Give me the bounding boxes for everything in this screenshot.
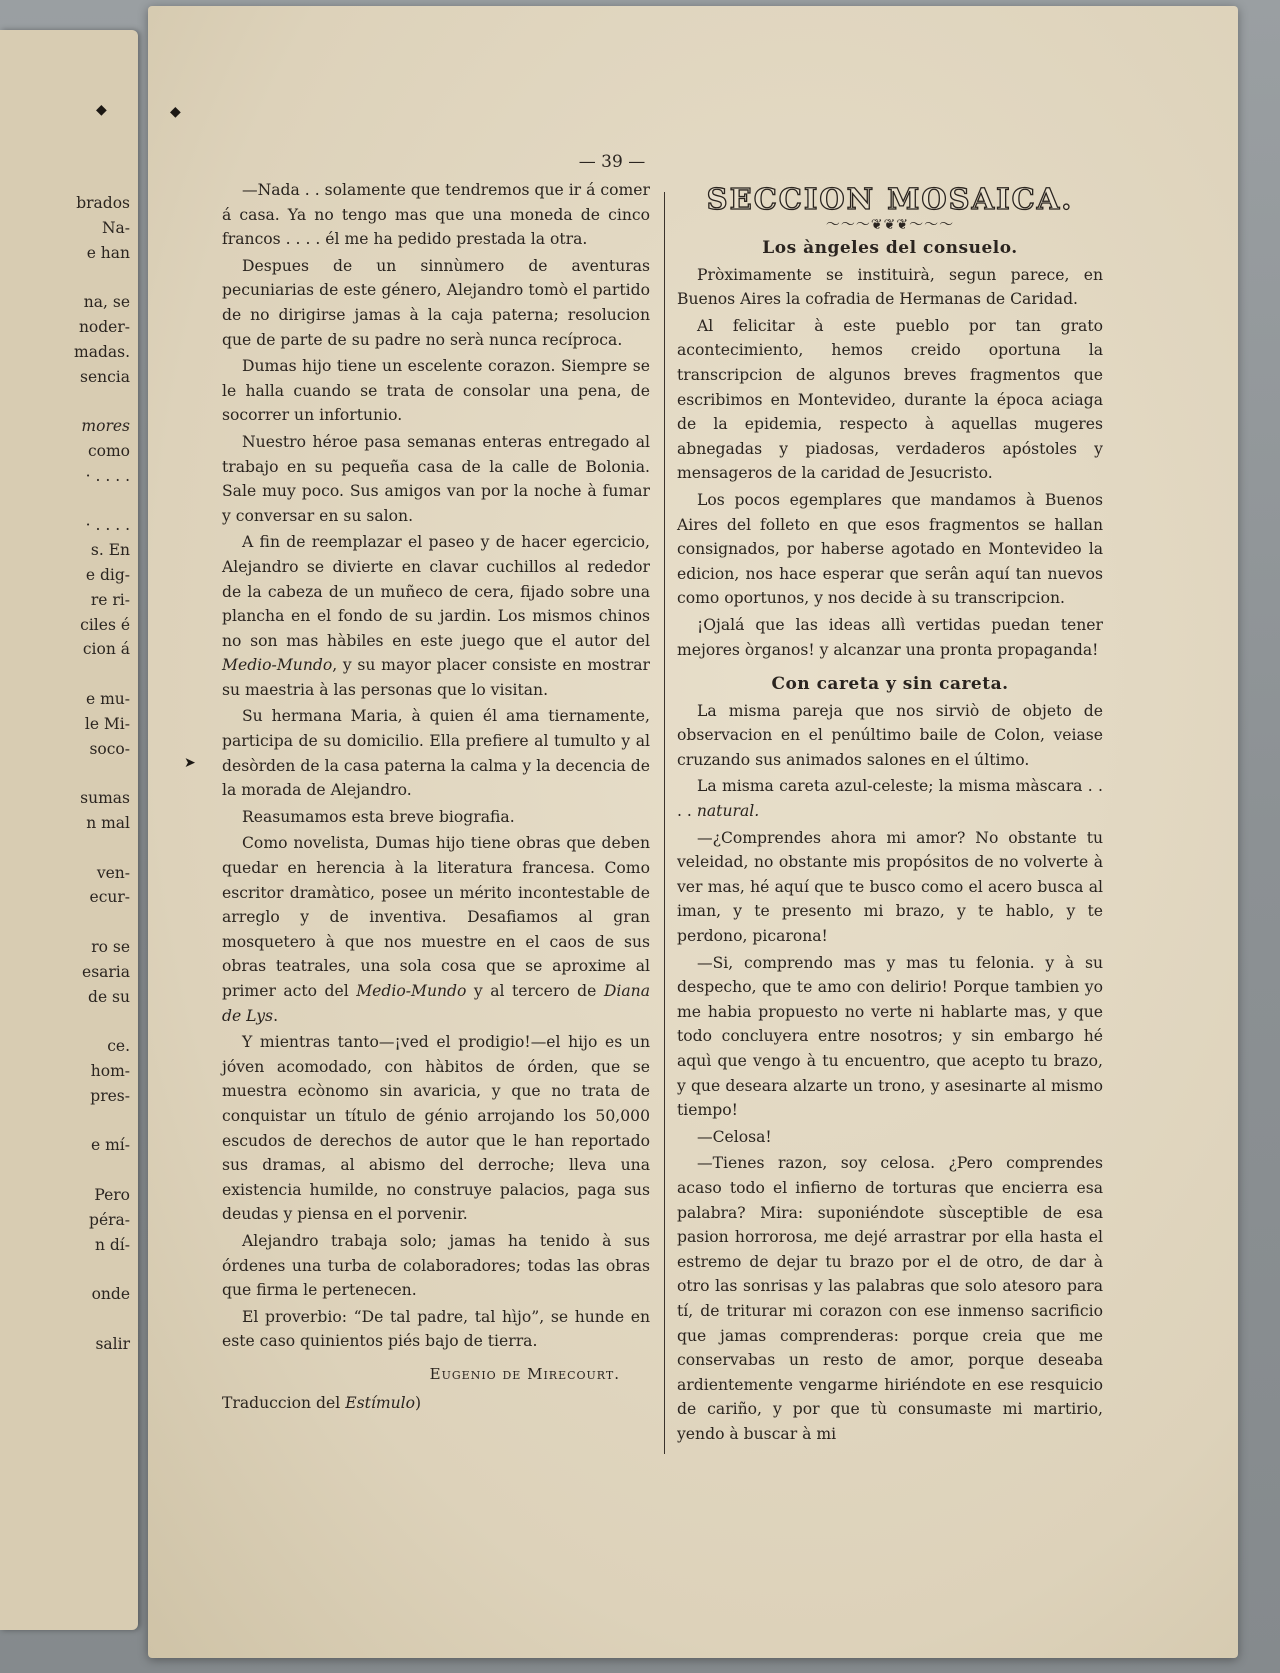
left-page-text-fragment: e mu- [85,690,130,708]
left-page-text-fragment: e han [86,243,130,262]
paragraph: ¡Ojalá que las ideas allì vertidas puedan tener mejores òrganos! y alcanzar una pronta propaganda! [677,615,1103,659]
text-run: , y su mayor placer consiste en mostrar su maestria à las personas que lo visitan. [222,656,650,699]
paragraph: Despues de un sinnùmero de aventuras pecuniarias de este género, Alejandro tomò el partido de no dirigirse jamas à la caja paterna; resolucion que de parte de su padre no serà nunca recíproca. [222,256,650,349]
paragraph: —Si, comprendo mas y mas tu felonia. y à su despecho, que te amo con delirio! Porque tambien yo me habia propuesto no verte ni hablarte mas, y que todo concluyera entre nosotros; y sin embargo hé aquì que vengo à tu encuentro, que acepto tu brazo, y que deseara alzarte un trono, y asesinarte al mismo tiempo! [677,953,1103,1120]
page-number: — 39 — [578,152,646,172]
left-page-text-fragment: n dí- [94,1235,130,1254]
left-page-text-fragment: péra- [89,1210,130,1229]
ornament-divider: 〜〜〜❦❦❦〜〜〜 [825,217,955,233]
ink-mark: ◆ [170,104,181,120]
left-column [222,178,650,1415]
paragraph: Dumas hijo tiene un escelente corazon. Siempre se le halla cuando se trata de consolar una pena, de socorrer un infortunio. [222,357,650,425]
paragraph: El proverbio: “De tal padre, tal hìjo”, se hunde en este caso quinientos piés bajo de tierra. [222,1307,650,1351]
left-page-text-fragment: sumas [80,789,130,808]
left-page-text-fragment: ce. [107,1037,130,1056]
paragraph: Al felicitar à este pueblo por tan grato acontecimiento, hemos creido oportuna la transcripcion de algunos breves fragmentos que escribimos en Montevideo, durante la época aciaga de la epidemia, respecto à aquellas mugeres abnegadas y piadosas, verdaderos apóstoles y mensageros de la caridad de Jesucristo. [677,316,1103,483]
left-page-text-fragment: mores [81,417,130,436]
text-run: Como novelista, Dumas hijo tiene obras que deben quedar en herencia à la literatura francesa. Como escritor dramàtico, posee un mérito incontestable de arreglo y de inventiva. Desafiamos al gran mosquetero à que nos muestre en el caos de sus obras teatrales, una sola cosa que se aproxime al primer acto del [222,834,650,1000]
left-page-text-fragment: ecur- [89,888,130,907]
author-signature: Eugenio de Mirecourt. [429,1364,620,1383]
left-page-text-fragment: e mí- [91,1136,130,1155]
article-heading: Con careta y sin careta. [771,674,1009,695]
left-page-text-fragment: · . . . . [85,516,130,535]
left-page-text-fragment: ven- [96,863,130,882]
left-page-text-fragment: Pero [94,1186,130,1204]
text-run: y al tercero de [466,982,604,1000]
left-page-text-fragment: noder- [78,318,130,336]
left-page-text-fragment: le Mi- [84,714,130,733]
paragraph [677,774,1103,823]
text-run: Traduccion del [222,1393,346,1412]
paragraph: Alejandro trabaja solo; jamas ha tenido à sus órdenes una turba de colaboradores; todas las obras que firma le pertenecen. [222,1231,650,1300]
italic-title: Medio-Mundo [356,982,467,1000]
left-page-text-fragment: na, se [83,293,130,312]
text-run: A fin de reemplazar el paseo y de hacer egercicio, Alejandro se divierte en clavar cuchillos al rededor de la cabeza de un muñeco de cera, fijado sobre una plancha en el fondo de su jardin. Los mismos chinos no son mas hàbiles en este juego que el autor del [222,533,650,650]
paragraph: Los pocos egemplares que mandamos à Buenos Aires del folleto en que esos fragmentos se hallan consignados, por haberse agotado en Montevideo la edicion, nos hace esperar que serân aquí tan nuevos como oportunos, y nos decide à su transcripcion. [677,490,1103,608]
text-run: La misma careta azul-celeste; la misma màscara . . . . [677,777,1103,821]
text-run: ) [415,1393,422,1412]
left-page-text-fragment: · . . . . [85,466,130,485]
left-page-text-fragment: esaria [82,962,130,981]
paragraph: Pròximamente se instituirà, segun parece, en Buenos Aires la cofradia de Hermanas de Caridad. [677,265,1103,309]
left-page-text-fragment: salir [95,1334,130,1353]
left-page-text-fragment: e dig- [85,566,130,584]
section-masthead: SECCION MOSAICA. [706,182,1074,216]
left-page-text-fragment: s. En [90,541,130,560]
left-page-text-fragment: Na- [101,218,130,237]
left-page-text-fragment: sencia [80,367,130,386]
paragraph: Y mientras tanto—¡ved el prodigio!—el hijo es un jóven acomodado, con hàbitos de órden, que se muestra ecònomo sin avaricia, y que no trata de conquistar un título de génio arrojando los 50,000 escudos de derechos de autor que le han reportado sus dramas, al abismo del derroche; lleva una existencia humilde, no construye palacios, paga sus deudas y piensa en el porvenir. [222,1033,650,1224]
left-page-text-fragment: ciles é [80,615,130,634]
left-page-text-fragment: re ri- [90,590,130,609]
article-heading: Los àngeles del consuelo. [762,238,1018,258]
left-page-text-fragment: soco- [89,739,130,758]
paragraph: —Tienes razon, soy celosa. ¿Pero comprendes acaso todo el infierno de torturas que encierra esa palabra? Mira: suponiéndote sùsceptible de esa pasion horrorosa, me dejé arrastrar por ella hasta el estremo de dejar tu brazo por el de otro, de dar à otro las sonrisas y las palabras que solo atesoro para tí, de triturar mi corazon con ese inmenso sacrificio que jamas comprenderas: porque creia que me conservabas un resto de amor, porque deseaba ardientemente vengarme hiriéndote en ese resquicio de cariño, y por que tù consumaste mi martirio, yendo à buscar à mi [677,1154,1103,1443]
left-page-text-fragment: pres- [90,1086,130,1105]
ink-mark: ➤ [184,755,196,771]
paragraph: La misma pareja que nos sirviò de objeto de observacion en el penúltimo baile de Colon, veiase cruzando sus animados salones en el último. [677,701,1103,769]
text-run: . [273,1006,279,1025]
paragraph [222,530,650,702]
paragraph [222,831,650,1028]
left-page-text-fragment: n mal [86,814,130,832]
ink-mark: ◆ [96,102,107,118]
left-page-text-fragment: cion á [82,640,130,659]
left-page-text-fragment: de su [88,987,130,1006]
translation-credit [222,1391,650,1416]
left-page-text-fragment: madas. [74,342,130,361]
right-column [677,178,1103,1449]
left-page-text-fragment: onde [91,1285,130,1304]
paragraph: —¿Comprendes ahora mi amor? No obstante tu veleidad, no obstante mis propósitos de no volverte à ver mas, hé aquí que te busco como el acero busca al iman, y te presento mi brazo, y te hablo, y te perdono, picarona! [677,828,1103,946]
italic-title: Medio-Mundo [222,656,333,675]
column-rule [664,192,665,1454]
italic-word: natural. [696,802,760,821]
paragraph: —Nada . . solamente que tendremos que ir á comer á casa. Ya no tengo mas que una moneda de cinco francos . . . . él me ha pedido prestada la otra. [222,181,650,249]
paragraph: Nuestro héroe pasa semanas enteras entregado al trabajo en su pequeña casa de la calle de Bolonia. Sale muy poco. Sus amigos van por la noche à fumar y conversar en su salon. [222,432,650,525]
italic-title: Diana de Lys [222,982,650,1025]
paragraph: —Celosa! [697,1127,772,1146]
paragraph: Su hermana Maria, à quien él ama tiernamente, participa de su domicilio. Ella prefiere al tumulto y al desòrden de la casa paterna la calma y la decencia de la morada de Alejandro. [222,707,650,800]
left-page-fragment [0,30,138,1630]
italic-source: Estímulo [345,1393,416,1412]
left-page-text-fragment: como [87,442,130,460]
left-page-text-fragment: brados [76,194,130,212]
left-page-text-fragment: hom- [90,1062,130,1080]
left-page-text-fragment: ro se [91,938,130,956]
paragraph: Reasumamos esta breve biografia. [242,807,515,826]
